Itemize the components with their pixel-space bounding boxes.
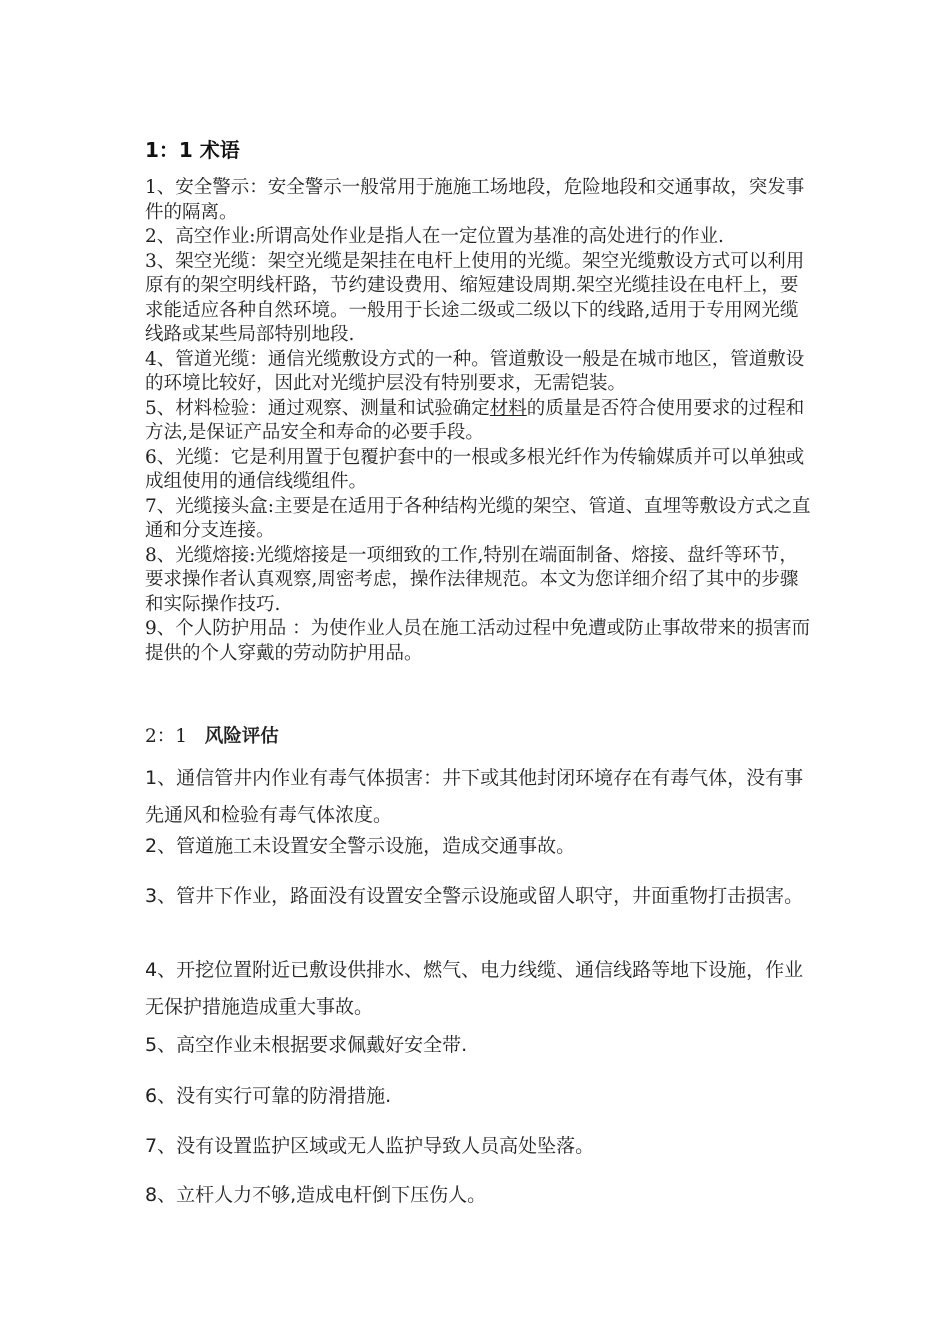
- risk-item: 7、没有设置监护区域或无人监护导致人员高处坠落。: [145, 1135, 595, 1157]
- risk-item: 1、通信管井内作业有毒气体损害：井下或其他封闭环境存在有毒气体，没有事先通风和检验有毒气体浓度。: [145, 767, 804, 826]
- section-1-heading: 1：1 术语: [145, 138, 240, 162]
- definition-item: [145, 397, 815, 446]
- definition-item: 4、管道光缆：通信光缆敷设方式的一种。管道敷设一般是在城市地区，管道敷设的环境比较好，因此对光缆护层没有特别要求，无需铠装。: [145, 348, 805, 394]
- section-2-heading: [145, 722, 279, 748]
- definition-text: 的质量是否符合使用要求的过程和方法,是保证产品安全和寿命的必要手段。: [145, 397, 805, 443]
- section-2-number: 2：1: [145, 726, 188, 747]
- risk-item: 4、开挖位置附近已敷设供排水、燃气、电力线缆、通信线路等地下设施，作业无保护措施造成重大事故。: [145, 959, 804, 1018]
- definition-item: 2、高空作业:所谓高处作业是指人在一定位置为基准的高处进行的作业.: [145, 226, 724, 247]
- definition-item: 3、架空光缆：架空光缆是架挂在电杆上使用的光缆。架空光缆敷设方式可以利用原有的架空明线杆路，节约建设费用、缩短建设周期.架空光缆挂设在电杆上，要求能适应各种自然环境。一般用于长途二级或二级以下的线路,适用于专用网光缆线路或某些局部特别地段.: [145, 250, 805, 345]
- section-2-title: 风险评估: [204, 726, 279, 747]
- risk-item: 5、高空作业未根据要求佩戴好安全带.: [145, 1034, 468, 1056]
- materials-link[interactable]: 材料: [489, 397, 527, 419]
- risk-item: 3、管井下作业，路面没有设置安全警示设施或留人职守，井面重物打击损害。: [145, 885, 804, 907]
- definitions-list: [145, 176, 815, 666]
- risk-item: 8、立杆人力不够,造成电杆倒下压伤人。: [145, 1184, 487, 1206]
- definition-item: 8、光缆熔接:光缆熔接是一项细致的工作,特别在端面制备、熔接、盘纤等环节，要求操作者认真观察,周密考虑，操作法律规范。本文为您详细介绍了其中的步骤和实际操作技巧.: [145, 544, 799, 615]
- definition-item: 6、光缆：它是利用置于包覆护套中的一根或多根光纤作为传输媒质并可以单独或成组使用的通信线缆组件。: [145, 446, 805, 492]
- definition-text: 5、材料检验：通过观察、测量和试验确定: [145, 397, 490, 419]
- risk-item: 2、管道施工未设置安全警示设施，造成交通事故。: [145, 835, 576, 857]
- definition-item: 9、个人防护用品 ：为使作业人员在施工活动过程中免遭或防止事故带来的损害而提供的个人穿戴的劳动防护用品。: [145, 618, 811, 664]
- risk-item: 6、没有实行可靠的防滑措施.: [145, 1085, 392, 1107]
- definition-item: 1、安全警示：安全警示一般常用于施施工场地段，危险地段和交通事故，突发事件的隔离。: [145, 177, 805, 223]
- definition-item: 7、光缆接头盒:主要是在适用于各种结构光缆的架空、管道、直埋等敷设方式之直通和分支连接。: [145, 495, 811, 541]
